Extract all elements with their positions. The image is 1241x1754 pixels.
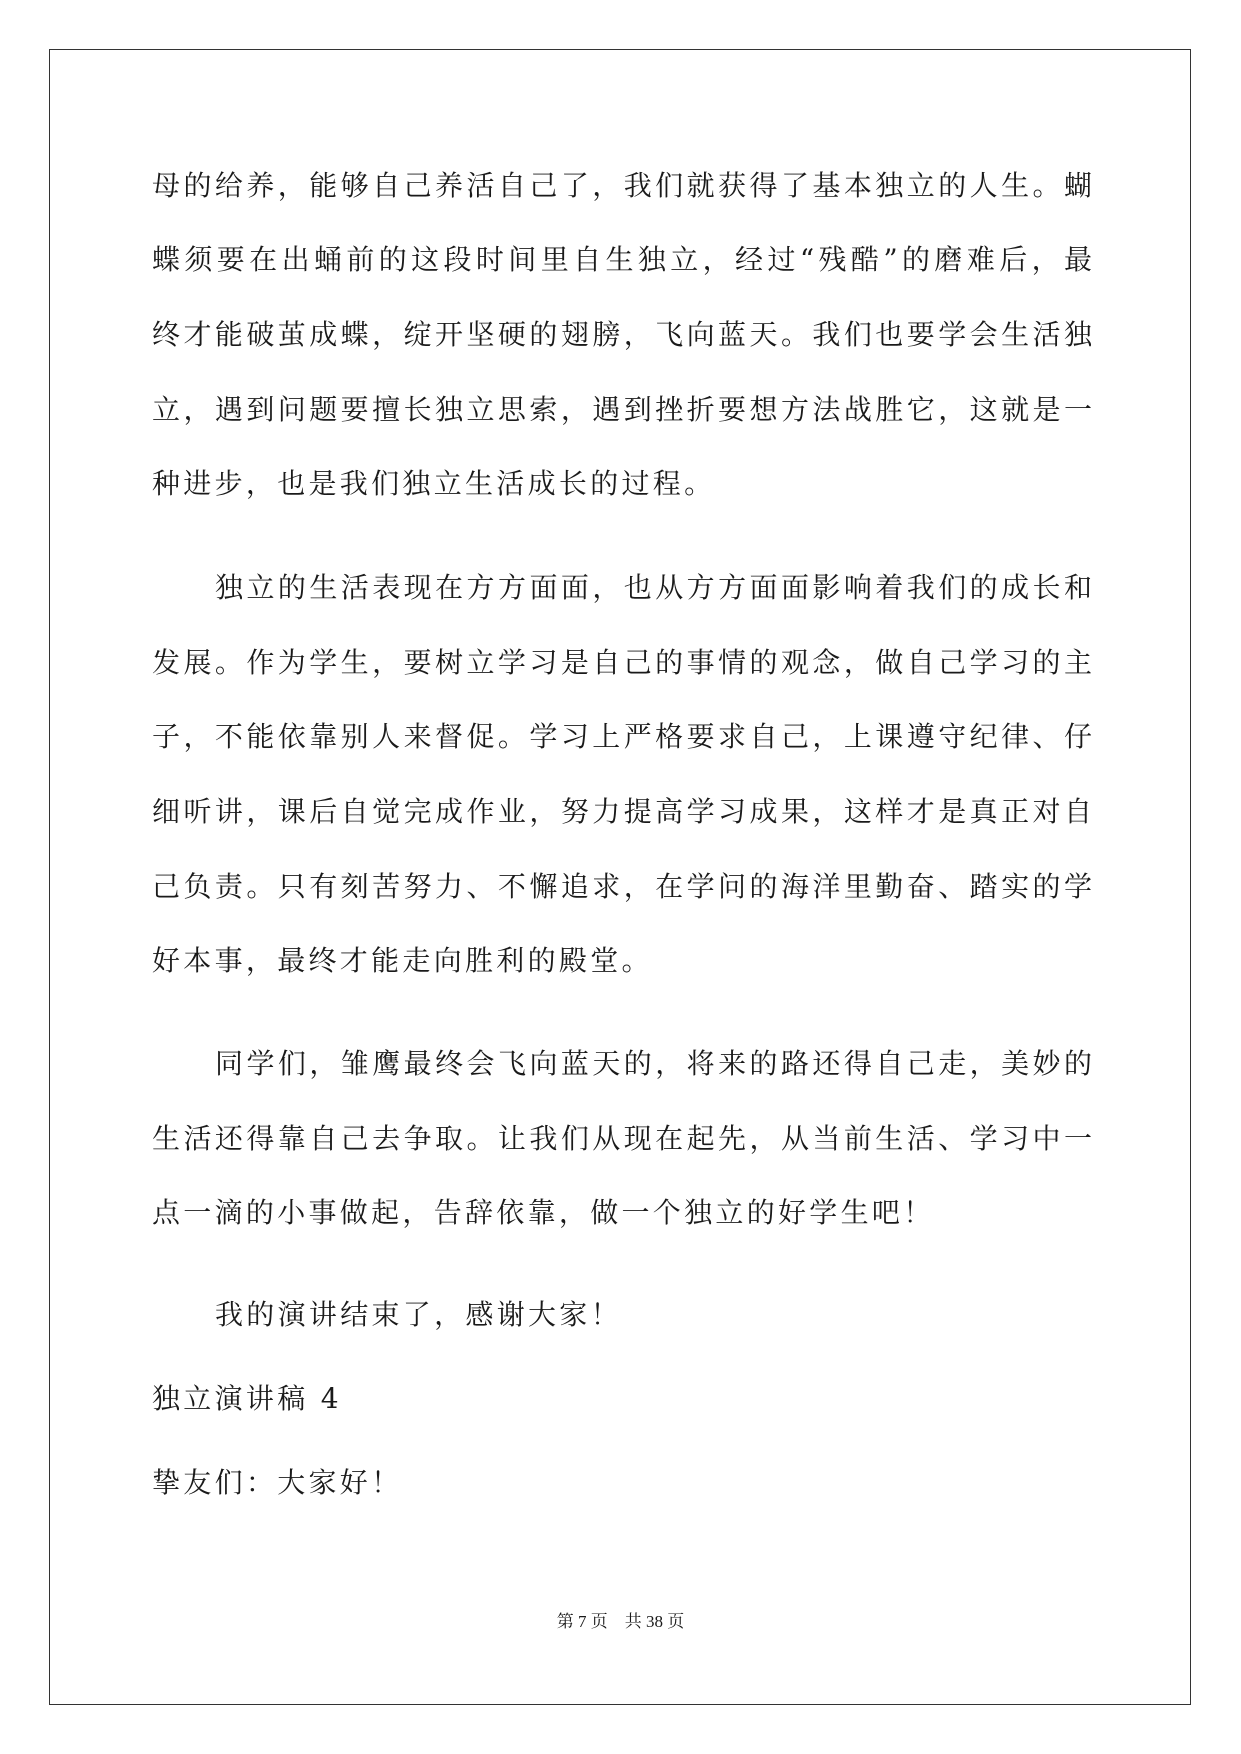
paragraph-1-line-5: 种进步，也是我们独立生活成长的过程。 bbox=[152, 467, 716, 500]
paragraph-2-line-4: 细听讲，课后自觉完成作业，努力提高学习成果，这样才是真正对自 bbox=[152, 795, 1092, 828]
paragraph-2-line-1: 独立的生活表现在方方面面，也从方方面面影响着我们的成长和 bbox=[215, 571, 1092, 604]
paragraph-1-line-1: 母的给养，能够自己养活自己了，我们就获得了基本独立的人生。蝴 bbox=[152, 169, 1092, 202]
closing-line: 我的演讲结束了，感谢大家！ bbox=[215, 1298, 622, 1331]
paragraph-3-line-1: 同学们，雏鹰最终会飞向蓝天的，将来的路还得自己走，美妙的 bbox=[215, 1047, 1092, 1080]
paragraph-1-line-2: 蝶须要在出蛹前的这段时间里自生独立，经过“残酷”的磨难后，最 bbox=[152, 243, 1092, 276]
paragraph-2-line-2: 发展。作为学生，要树立学习是自己的事情的观念，做自己学习的主 bbox=[152, 646, 1092, 679]
section-heading: 独立演讲稿 4 bbox=[152, 1382, 342, 1415]
paragraph-2-line-3: 子，不能依靠别人来督促。学习上严格要求自己，上课遵守纪律、仔 bbox=[152, 720, 1092, 753]
page-footer: 第 7 页 共 38 页 bbox=[556, 1612, 685, 1631]
paragraph-3-line-2: 生活还得靠自己去争取。让我们从现在起先，从当前生活、学习中一 bbox=[152, 1122, 1092, 1155]
paragraph-1-line-3: 终才能破茧成蝶，绽开坚硬的翅膀，飞向蓝天。我们也要学会生活独 bbox=[152, 318, 1092, 351]
paragraph-3-line-3: 点一滴的小事做起，告辞依靠，做一个独立的好学生吧！ bbox=[152, 1196, 935, 1229]
paragraph-2-line-5: 己负责。只有刻苦努力、不懈追求，在学问的海洋里勤奋、踏实的学 bbox=[152, 870, 1092, 903]
greeting-line: 挚友们：大家好！ bbox=[152, 1466, 403, 1499]
paragraph-2-line-6: 好本事，最终才能走向胜利的殿堂。 bbox=[152, 944, 653, 977]
paragraph-1-line-4: 立，遇到问题要擅长独立思索，遇到挫折要想方法战胜它，这就是一 bbox=[152, 393, 1092, 426]
